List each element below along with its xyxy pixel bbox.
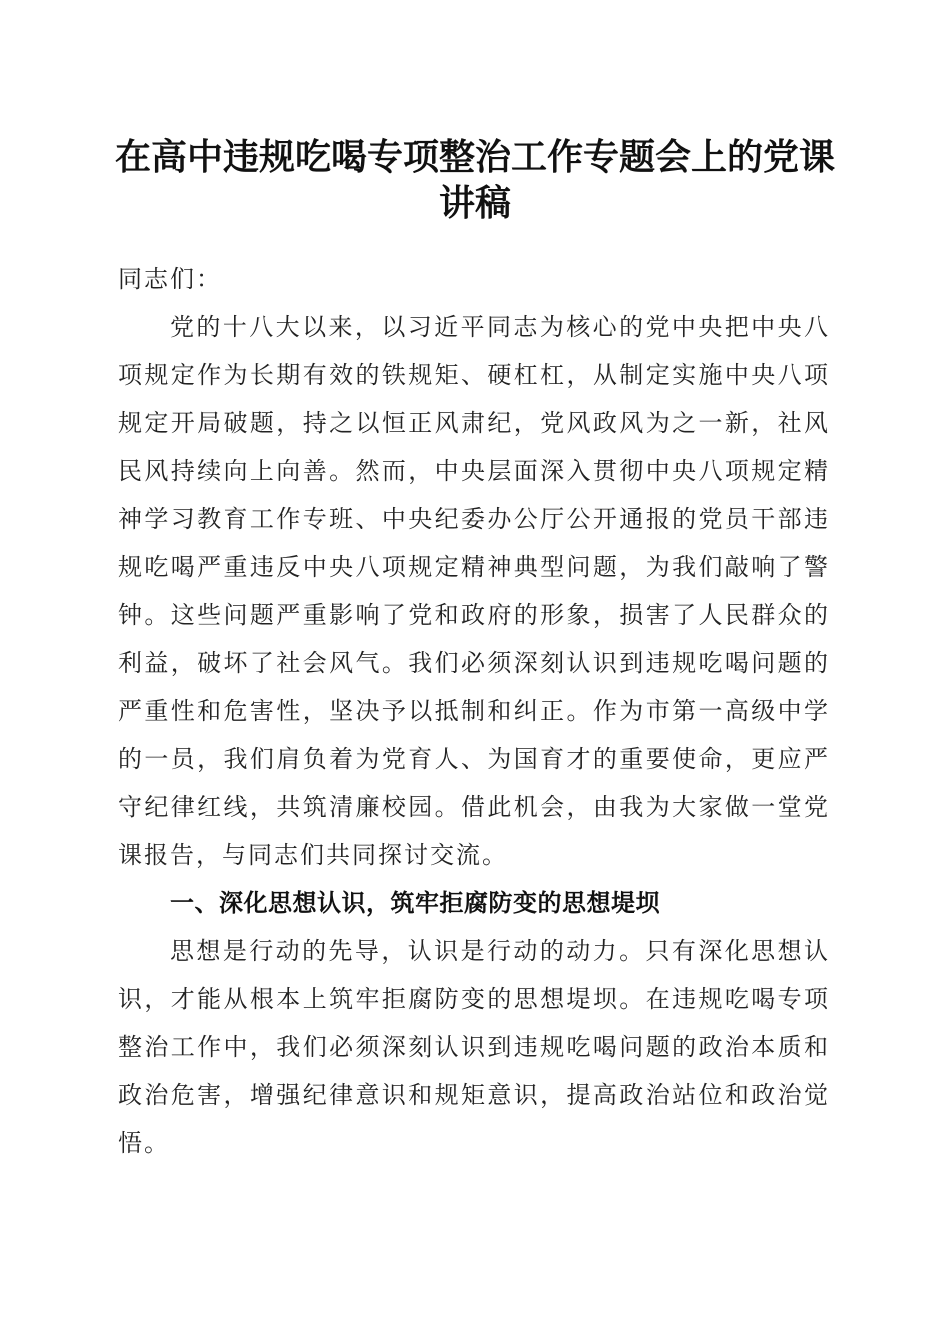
section-heading: 一、深化思想认识，筑牢拒腐防变的思想堤坝 — [170, 889, 660, 917]
intro-paragraph: 党的十八大以来，以习近平同志为核心的党中央把中央八项规定作为长期有效的铁规矩、硬杠杠，从制定实施中央八项规定开局破题，持之以恒正风肃纪，党风政风为之一新，社风民风持续向上向善。然而，中央层面深入贯彻中央八项规定精神学习教育工作专班、中央纪委办公厅公开通报的党员干部违规吃喝严重违反中央八项规定精神典型问题，为我们敲响了警钟。这些问题严重影响了党和政府的形象，损害了人民群众的利益，破坏了社会风气。我们必须深刻认识到违规吃喝问题的严重性和危害性，坚决予以抵制和纠正。作为市第一高级中学的一员，我们肩负着为党育人、为国育才的重要使命，更应严守纪律红线，共筑清廉校园。借此机会，由我为大家做一堂党课报告，与同志们共同探讨交流。 — [118, 313, 830, 869]
document-title: 在高中违规吃喝专项整治工作专题会上的党课讲稿 — [114, 136, 835, 224]
section-paragraph: 思想是行动的先导，认识是行动的动力。只有深化思想认识，才能从根本上筑牢拒腐防变的思想堤坝。在违规吃喝专项整治工作中，我们必须深刻认识到违规吃喝问题的政治本质和政治危害，增强纪律意识和规矩意识，提高政治站位和政治觉悟。 — [118, 937, 830, 1157]
salutation: 同志们： — [118, 265, 222, 293]
document-body — [118, 255, 830, 1167]
